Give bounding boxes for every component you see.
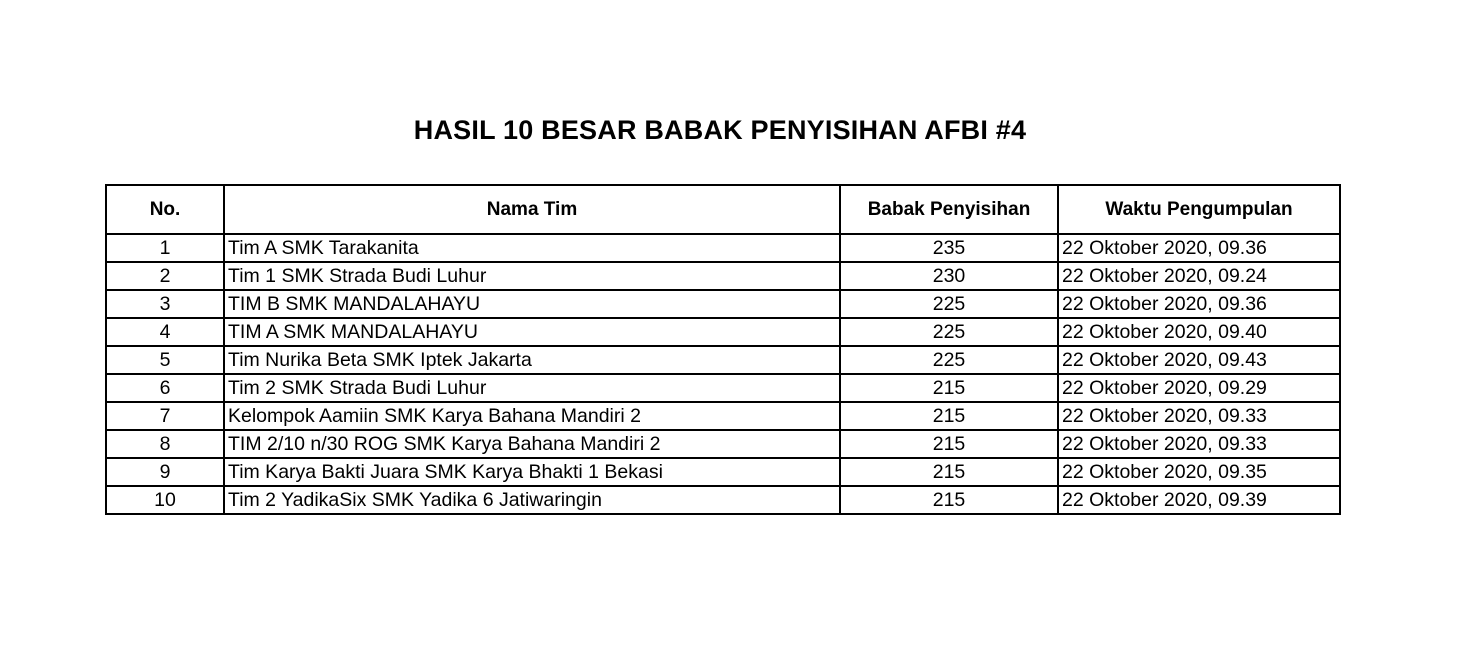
table-row <box>106 402 1340 430</box>
team-score: 225 <box>840 346 1058 374</box>
table-header <box>106 185 1340 234</box>
row-number: 5 <box>106 346 224 374</box>
team-name: Tim Karya Bakti Juara SMK Karya Bhakti 1 Bekasi <box>224 458 840 486</box>
column-header-score: Babak Penyisihan <box>840 185 1058 234</box>
submission-time: 22 Oktober 2020, 09.35 <box>1058 458 1340 486</box>
team-name: TIM A SMK MANDALAHAYU <box>224 318 840 346</box>
row-number: 1 <box>106 234 224 262</box>
submission-time: 22 Oktober 2020, 09.33 <box>1058 430 1340 458</box>
page-title: HASIL 10 BESAR BABAK PENYISIHAN AFBI #4 <box>413 115 1027 145</box>
table-body <box>106 234 1340 514</box>
table-row <box>106 430 1340 458</box>
row-number: 10 <box>106 486 224 514</box>
submission-time: 22 Oktober 2020, 09.43 <box>1058 346 1340 374</box>
table-row <box>106 318 1340 346</box>
team-score: 225 <box>840 318 1058 346</box>
table-row <box>106 346 1340 374</box>
results-table <box>105 184 1341 515</box>
table-row <box>106 458 1340 486</box>
submission-time: 22 Oktober 2020, 09.33 <box>1058 402 1340 430</box>
column-header-submission-time: Waktu Pengumpulan <box>1058 185 1340 234</box>
table-row <box>106 234 1340 262</box>
team-name: TIM B SMK MANDALAHAYU <box>224 290 840 318</box>
table-row <box>106 486 1340 514</box>
table-row <box>106 262 1340 290</box>
submission-time: 22 Oktober 2020, 09.36 <box>1058 290 1340 318</box>
row-number: 2 <box>106 262 224 290</box>
row-number: 7 <box>106 402 224 430</box>
team-score: 230 <box>840 262 1058 290</box>
row-number: 8 <box>106 430 224 458</box>
team-score: 215 <box>840 458 1058 486</box>
team-name: Kelompok Aamiin SMK Karya Bahana Mandiri 2 <box>224 402 840 430</box>
team-name: Tim 2 SMK Strada Budi Luhur <box>224 374 840 402</box>
team-score: 215 <box>840 374 1058 402</box>
team-name: Tim Nurika Beta SMK Iptek Jakarta <box>224 346 840 374</box>
team-score: 215 <box>840 430 1058 458</box>
row-number: 6 <box>106 374 224 402</box>
row-number: 9 <box>106 458 224 486</box>
submission-time: 22 Oktober 2020, 09.40 <box>1058 318 1340 346</box>
team-score: 235 <box>840 234 1058 262</box>
team-name: Tim 2 YadikaSix SMK Yadika 6 Jatiwaringin <box>224 486 840 514</box>
table-row <box>106 374 1340 402</box>
submission-time: 22 Oktober 2020, 09.29 <box>1058 374 1340 402</box>
row-number: 3 <box>106 290 224 318</box>
team-name: Tim A SMK Tarakanita <box>224 234 840 262</box>
team-name: Tim 1 SMK Strada Budi Luhur <box>224 262 840 290</box>
team-score: 215 <box>840 486 1058 514</box>
column-header-team-name: Nama Tim <box>224 185 840 234</box>
submission-time: 22 Oktober 2020, 09.24 <box>1058 262 1340 290</box>
table-row <box>106 290 1340 318</box>
submission-time: 22 Oktober 2020, 09.36 <box>1058 234 1340 262</box>
submission-time: 22 Oktober 2020, 09.39 <box>1058 486 1340 514</box>
header-row <box>106 185 1340 234</box>
team-score: 215 <box>840 402 1058 430</box>
team-name: TIM 2/10 n/30 ROG SMK Karya Bahana Mandiri 2 <box>224 430 840 458</box>
row-number: 4 <box>106 318 224 346</box>
column-header-no: No. <box>106 185 224 234</box>
team-score: 225 <box>840 290 1058 318</box>
